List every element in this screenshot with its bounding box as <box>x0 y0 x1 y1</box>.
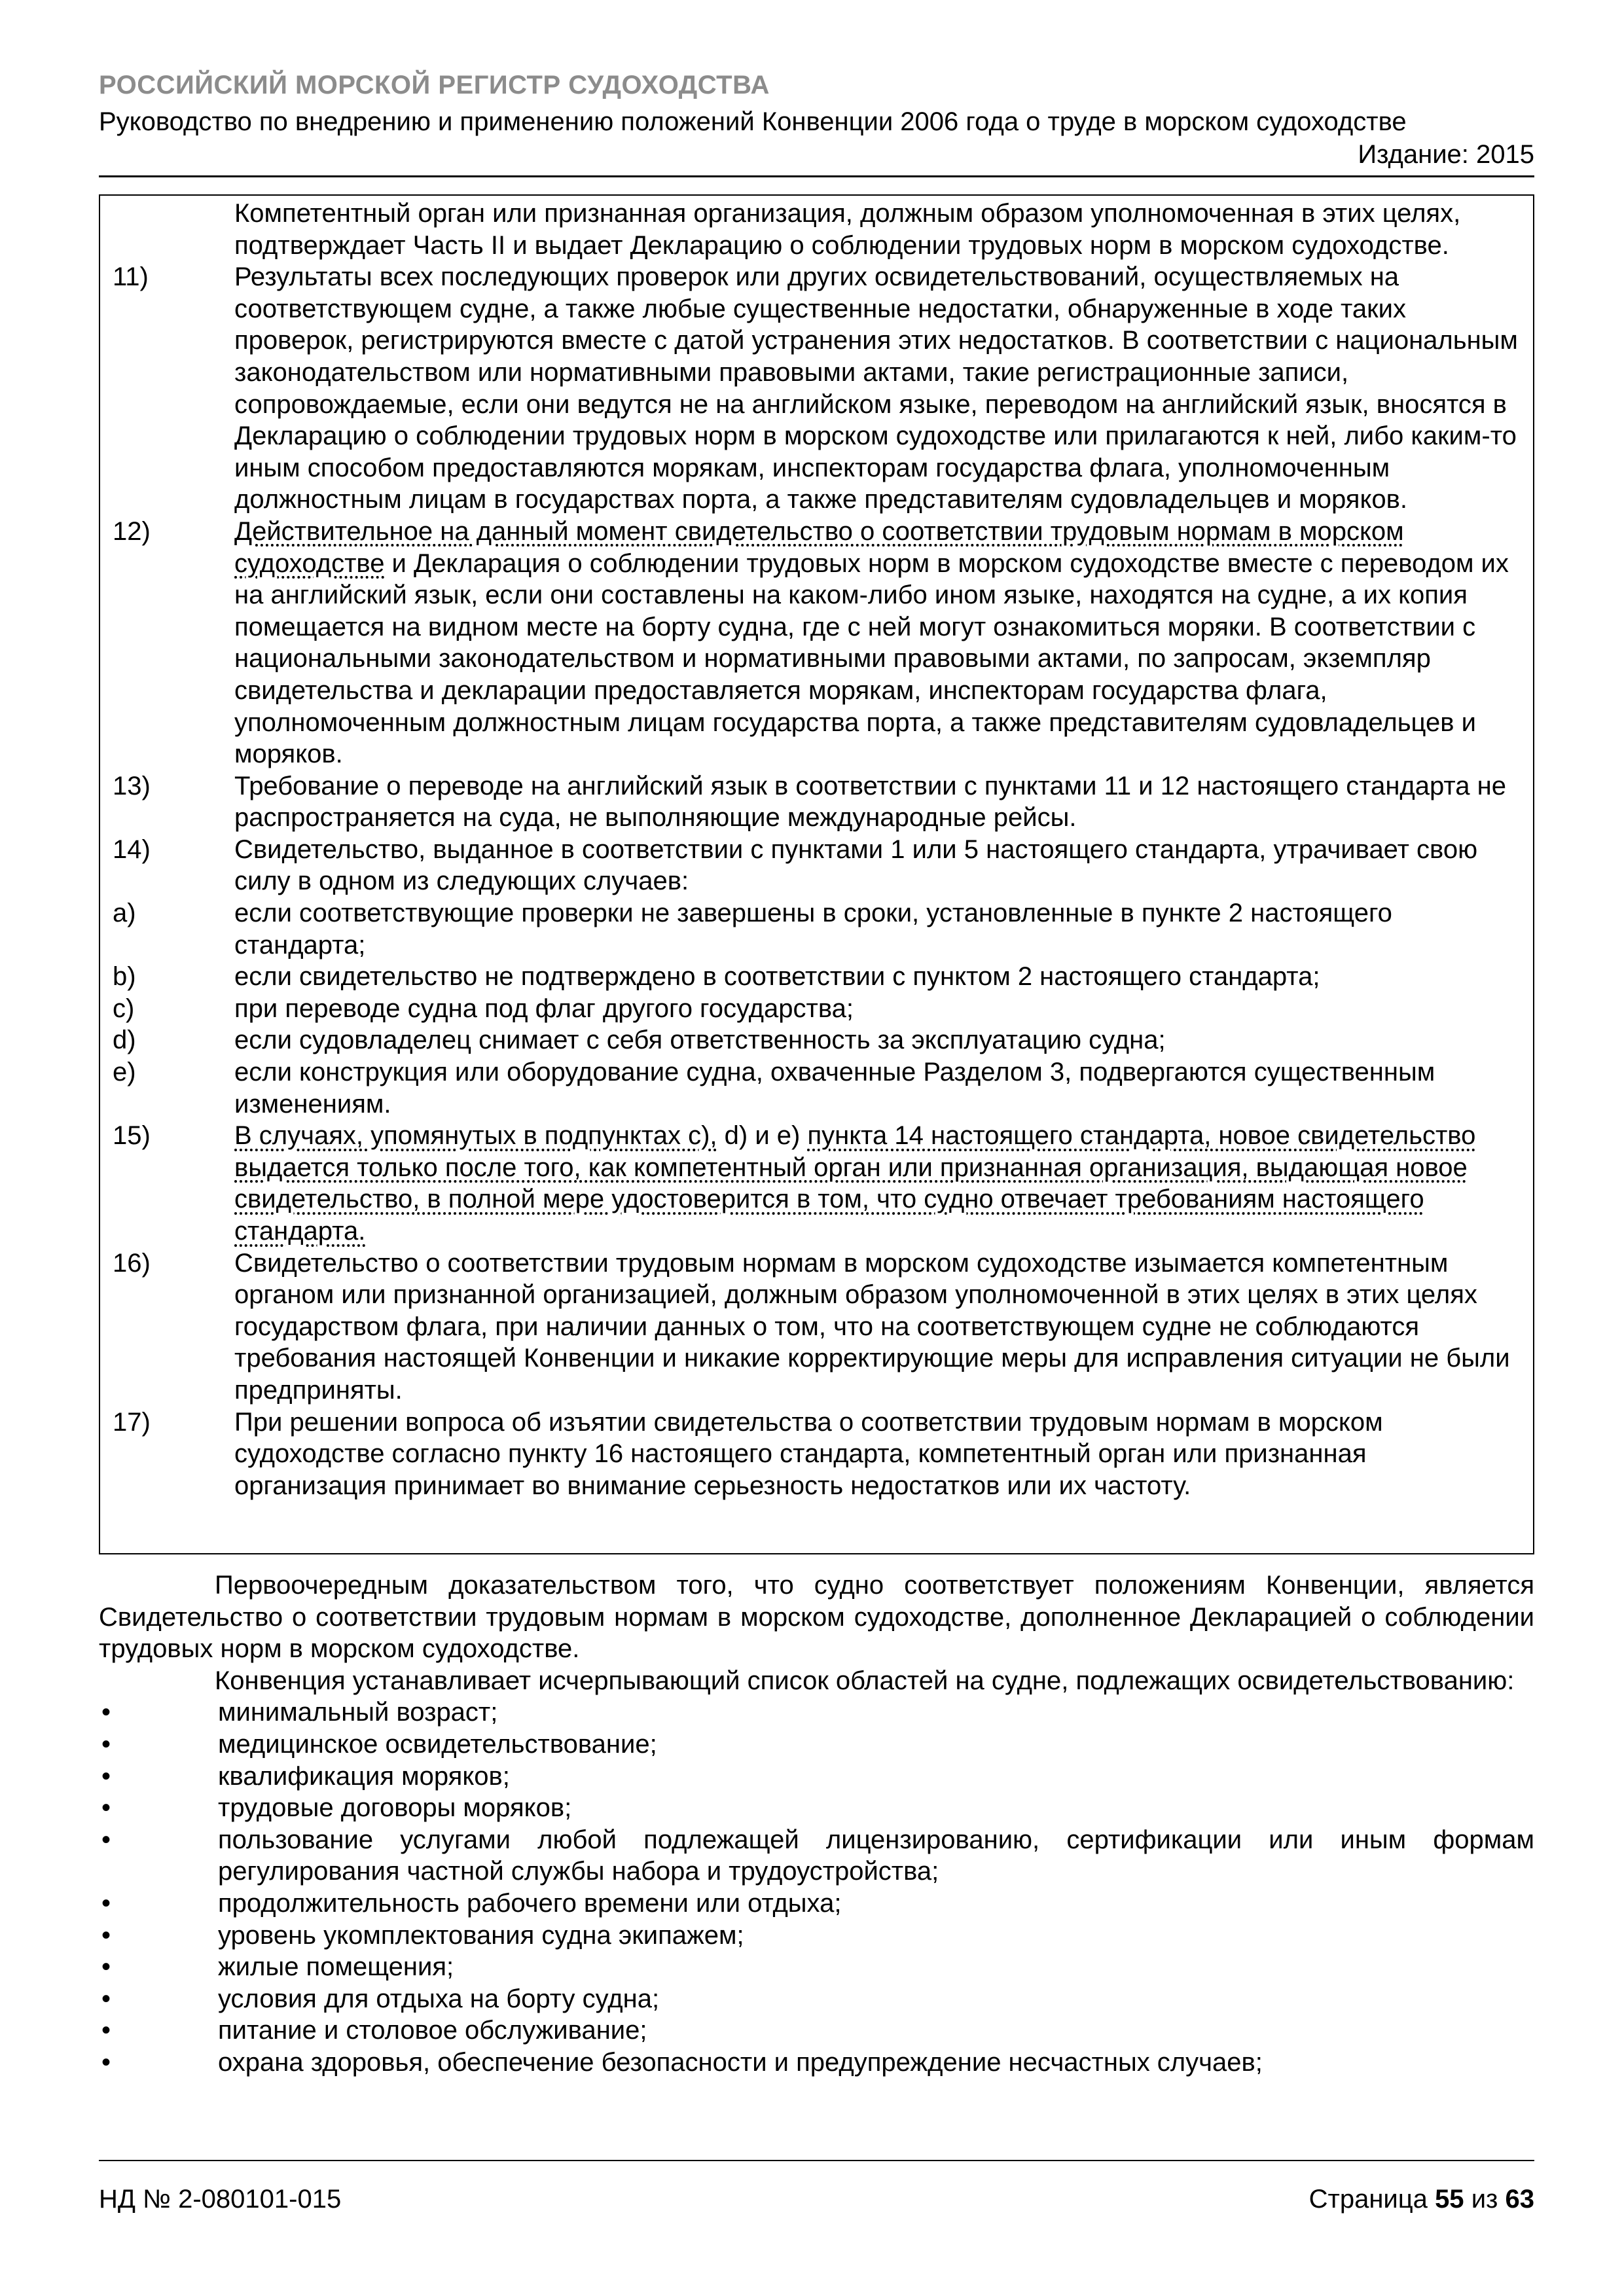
clause-text: Требование о переводе на английский язык в соответствии с пунктами 11 и 12 настоящего стандарта не распространяется на суда, не выполняющие международные рейсы. <box>234 771 1506 833</box>
subclause-label: d) <box>113 1026 136 1055</box>
clause-text: Результаты всех последующих проверок или других освидетельствований, осуществляемых на соответствующем судне, а также любые существенные недостатки, обнаруженные в ходе таких проверок, регистрируются вместе с датой устранения этих недостатков. В соответствии с национальным законодательством или нормативными правовыми актами, такие регистрационные записи, сопровождаемые, если они ведутся не на английском языке, переводом на английский язык, вносятся в Декларацию о соблюдении трудовых норм в морском судоходстве или прилагаются к ней, либо каким-то иным способом предоставляются морякам, инспекторам государства флага, уполномоченным должностным лицам в государствах порта, а также представителям судовладельцев и моряков. <box>234 262 1518 514</box>
clause-14 <box>113 834 1520 897</box>
list-item-text: медицинское освидетельствование; <box>218 1729 657 1759</box>
header-edition: Издание: 2015 <box>1358 140 1534 169</box>
list-item-text: охрана здоровья, обеспечение безопасности и предупреждение несчастных случаев; <box>218 2047 1263 2077</box>
clause-16 <box>113 1247 1520 1407</box>
list-item-text: продолжительность рабочего времени или отдыха; <box>218 1888 842 1918</box>
list-item-text: жилые помещения; <box>218 1952 454 1982</box>
footer-page-number <box>1309 2185 1534 2214</box>
bullet-icon: • <box>101 1825 111 1854</box>
body-paragraph: Первоочередным доказательством того, что судно соответствует положениям Конвенции, является Свидетельство о соответствии трудовым нормам в морском судоходстве, дополненное Декларацией о соблюдении трудовых норм в морском судоходстве. <box>99 1571 1534 1664</box>
list-item <box>99 2047 1534 2079</box>
list-item <box>99 1696 1534 1729</box>
boxed-intro-row <box>113 198 1520 261</box>
page-separator: из <box>1471 2185 1498 2214</box>
subclause-text: при переводе судна под флаг другого государства; <box>234 994 854 1023</box>
subclause-text: если соответствующие проверки не завершены в сроки, установленные в пункте 2 настоящего стандарта; <box>234 899 1392 960</box>
list-item-text: трудовые договоры моряков; <box>218 1793 572 1823</box>
clause-13 <box>113 770 1520 834</box>
clause-label: 11) <box>113 262 149 292</box>
subclause-e <box>113 1056 1520 1120</box>
header-document-title: Руководство по внедрению и применению положений Конвенции 2006 года о труде в морском судоходстве <box>99 107 1407 136</box>
bullet-icon: • <box>101 1698 111 1727</box>
bullet-icon: • <box>101 1952 111 1982</box>
list-item <box>99 1920 1534 1952</box>
clause-11 <box>113 261 1520 516</box>
list-item <box>99 1792 1534 1824</box>
page-total: 63 <box>1505 2185 1534 2214</box>
subclause-label: e) <box>113 1058 136 1087</box>
body-paragraph: Конвенция устанавливает исчерпывающий список областей на судне, подлежащих освидетельствованию: <box>215 1666 1515 1695</box>
list-item <box>99 2015 1534 2047</box>
bullet-icon: • <box>101 1920 111 1950</box>
clause-label: 12) <box>113 516 151 546</box>
subclause-b <box>113 961 1520 993</box>
subclause-c <box>113 993 1520 1025</box>
page-current: 55 <box>1435 2185 1464 2214</box>
bullet-icon: • <box>101 1793 111 1823</box>
list-item <box>99 1888 1534 1920</box>
subclause-d <box>113 1024 1520 1056</box>
bullet-icon: • <box>101 1888 111 1918</box>
clause-text-mid: d) и e) <box>717 1121 808 1151</box>
subclause-label: a) <box>113 899 136 928</box>
list-item-text: минимальный возраст; <box>218 1698 498 1727</box>
clause-text-rest: и Декларация о соблюдении трудовых норм в морском судоходстве вместе с переводом их на английский язык, если они составлены на каком-либо ином языке, находятся на судне, а их копия помещается на видном месте на борту судна, где с ней могут ознакомиться моряки. В соответствии с национальными законодательством и нормативными правовыми актами, по запросам, экземпляр свидетельства и декларации предоставляется морякам, инспекторам государства флага, уполномоченным должностным лицам государства порта, а также представителям судовладельцев и моряков. <box>234 548 1509 769</box>
list-item <box>99 1983 1534 2015</box>
subclause-label: c) <box>113 994 135 1023</box>
clause-label: 14) <box>113 834 151 864</box>
list-item <box>99 1729 1534 1761</box>
footer-divider <box>99 2160 1534 2161</box>
boxed-intro-text: Компетентный орган или признанная организация, должным образом уполномоченная в этих целях, подтверждает Часть II и выдает Декларацию о соблюдении трудовых норм в морском судоходстве. <box>234 199 1461 260</box>
list-item <box>99 1761 1534 1793</box>
subclause-text: если судовладелец снимает с себя ответственность за эксплуатацию судна; <box>234 1026 1166 1055</box>
clause-label: 15) <box>113 1121 151 1151</box>
list-item <box>99 1824 1534 1888</box>
header-organization: РОССИЙСКИЙ МОРСКОЙ РЕГИСТР СУДОХОДСТВА <box>99 71 770 99</box>
bullet-icon: • <box>101 2047 111 2077</box>
bullet-icon: • <box>101 1761 111 1791</box>
subclause-label: b) <box>113 962 136 992</box>
clause-text: Свидетельство о соответствии трудовым нормам в морском судоходстве изымается компетентным органом или признанной организацией, должным образом уполномоченной в этих целях в этих целях государством флага, при наличии данных о том, что на соответствующем судне не соблюдаются требования настоящей Конвенции и никакие корректирующие меры для исправления ситуации не были предприняты. <box>234 1248 1510 1405</box>
clause-label: 13) <box>113 771 151 800</box>
inspection-areas-list <box>99 1696 1534 2078</box>
clause-15 <box>113 1120 1520 1247</box>
amended-text: пункта 14 настоящего стандарта, новое свидетельство выдается только после того, как компетентный орган или признанная организация, выдающая новое свидетельство, в полной мере удостоверится в том, что судно отвечает требованиям настоящего стандарта. <box>234 1121 1476 1246</box>
clause-17 <box>113 1407 1520 1502</box>
subclause-text: если конструкция или оборудование судна, охваченные Разделом 3, подвергаются существенным изменениям. <box>234 1058 1435 1119</box>
subclause-a <box>113 897 1520 961</box>
page-label: Страница <box>1308 2185 1428 2214</box>
list-item-text: питание и столовое обслуживание; <box>218 2016 647 2045</box>
list-item-text: условия для отдыха на борту судна; <box>218 1984 660 2013</box>
body-text <box>99 1570 1534 2079</box>
clause-12 <box>113 516 1520 770</box>
clause-text: При решении вопроса об изъятии свидетельства о соответствии трудовым нормам в морском судоходстве согласно пункту 16 настоящего стандарта, компетентный орган или признанная организация принимает во внимание серьезность недостатков или их частоту. <box>234 1407 1383 1500</box>
clause-text <box>234 1120 1520 1247</box>
list-item-text: пользование услугами любой подлежащей лицензированию, сертификации или иным формам регулирования частной службы набора и трудоустройства; <box>218 1825 1534 1886</box>
clause-text <box>234 516 1520 770</box>
amended-text: Действительное на данный момент свидетельство о соответствии трудовым нормам в морском судоходстве <box>234 516 1404 578</box>
clause-label: 17) <box>113 1407 151 1437</box>
clause-text: Свидетельство, выданное в соответствии с пунктами 1 или 5 настоящего стандарта, утрачивает свою силу в одном из следующих случаев: <box>234 834 1478 896</box>
list-item-text: уровень укомплектования судна экипажем; <box>218 1920 744 1950</box>
standard-text-block <box>113 198 1520 1501</box>
bullet-icon: • <box>101 2016 111 2045</box>
bullet-icon: • <box>101 1984 111 2013</box>
footer-doc-number: НД № 2-080101-015 <box>99 2185 342 2214</box>
amended-text: В случаях, упомянутых в подпунктах c), <box>234 1121 717 1151</box>
bullet-icon: • <box>101 1729 111 1759</box>
clause-label: 16) <box>113 1248 151 1278</box>
list-item <box>99 1951 1534 1983</box>
list-item-text: квалификация моряков; <box>218 1761 510 1791</box>
subclause-text: если свидетельство не подтверждено в соответствии с пунктом 2 настоящего стандарта; <box>234 962 1320 992</box>
header-divider <box>99 175 1534 177</box>
